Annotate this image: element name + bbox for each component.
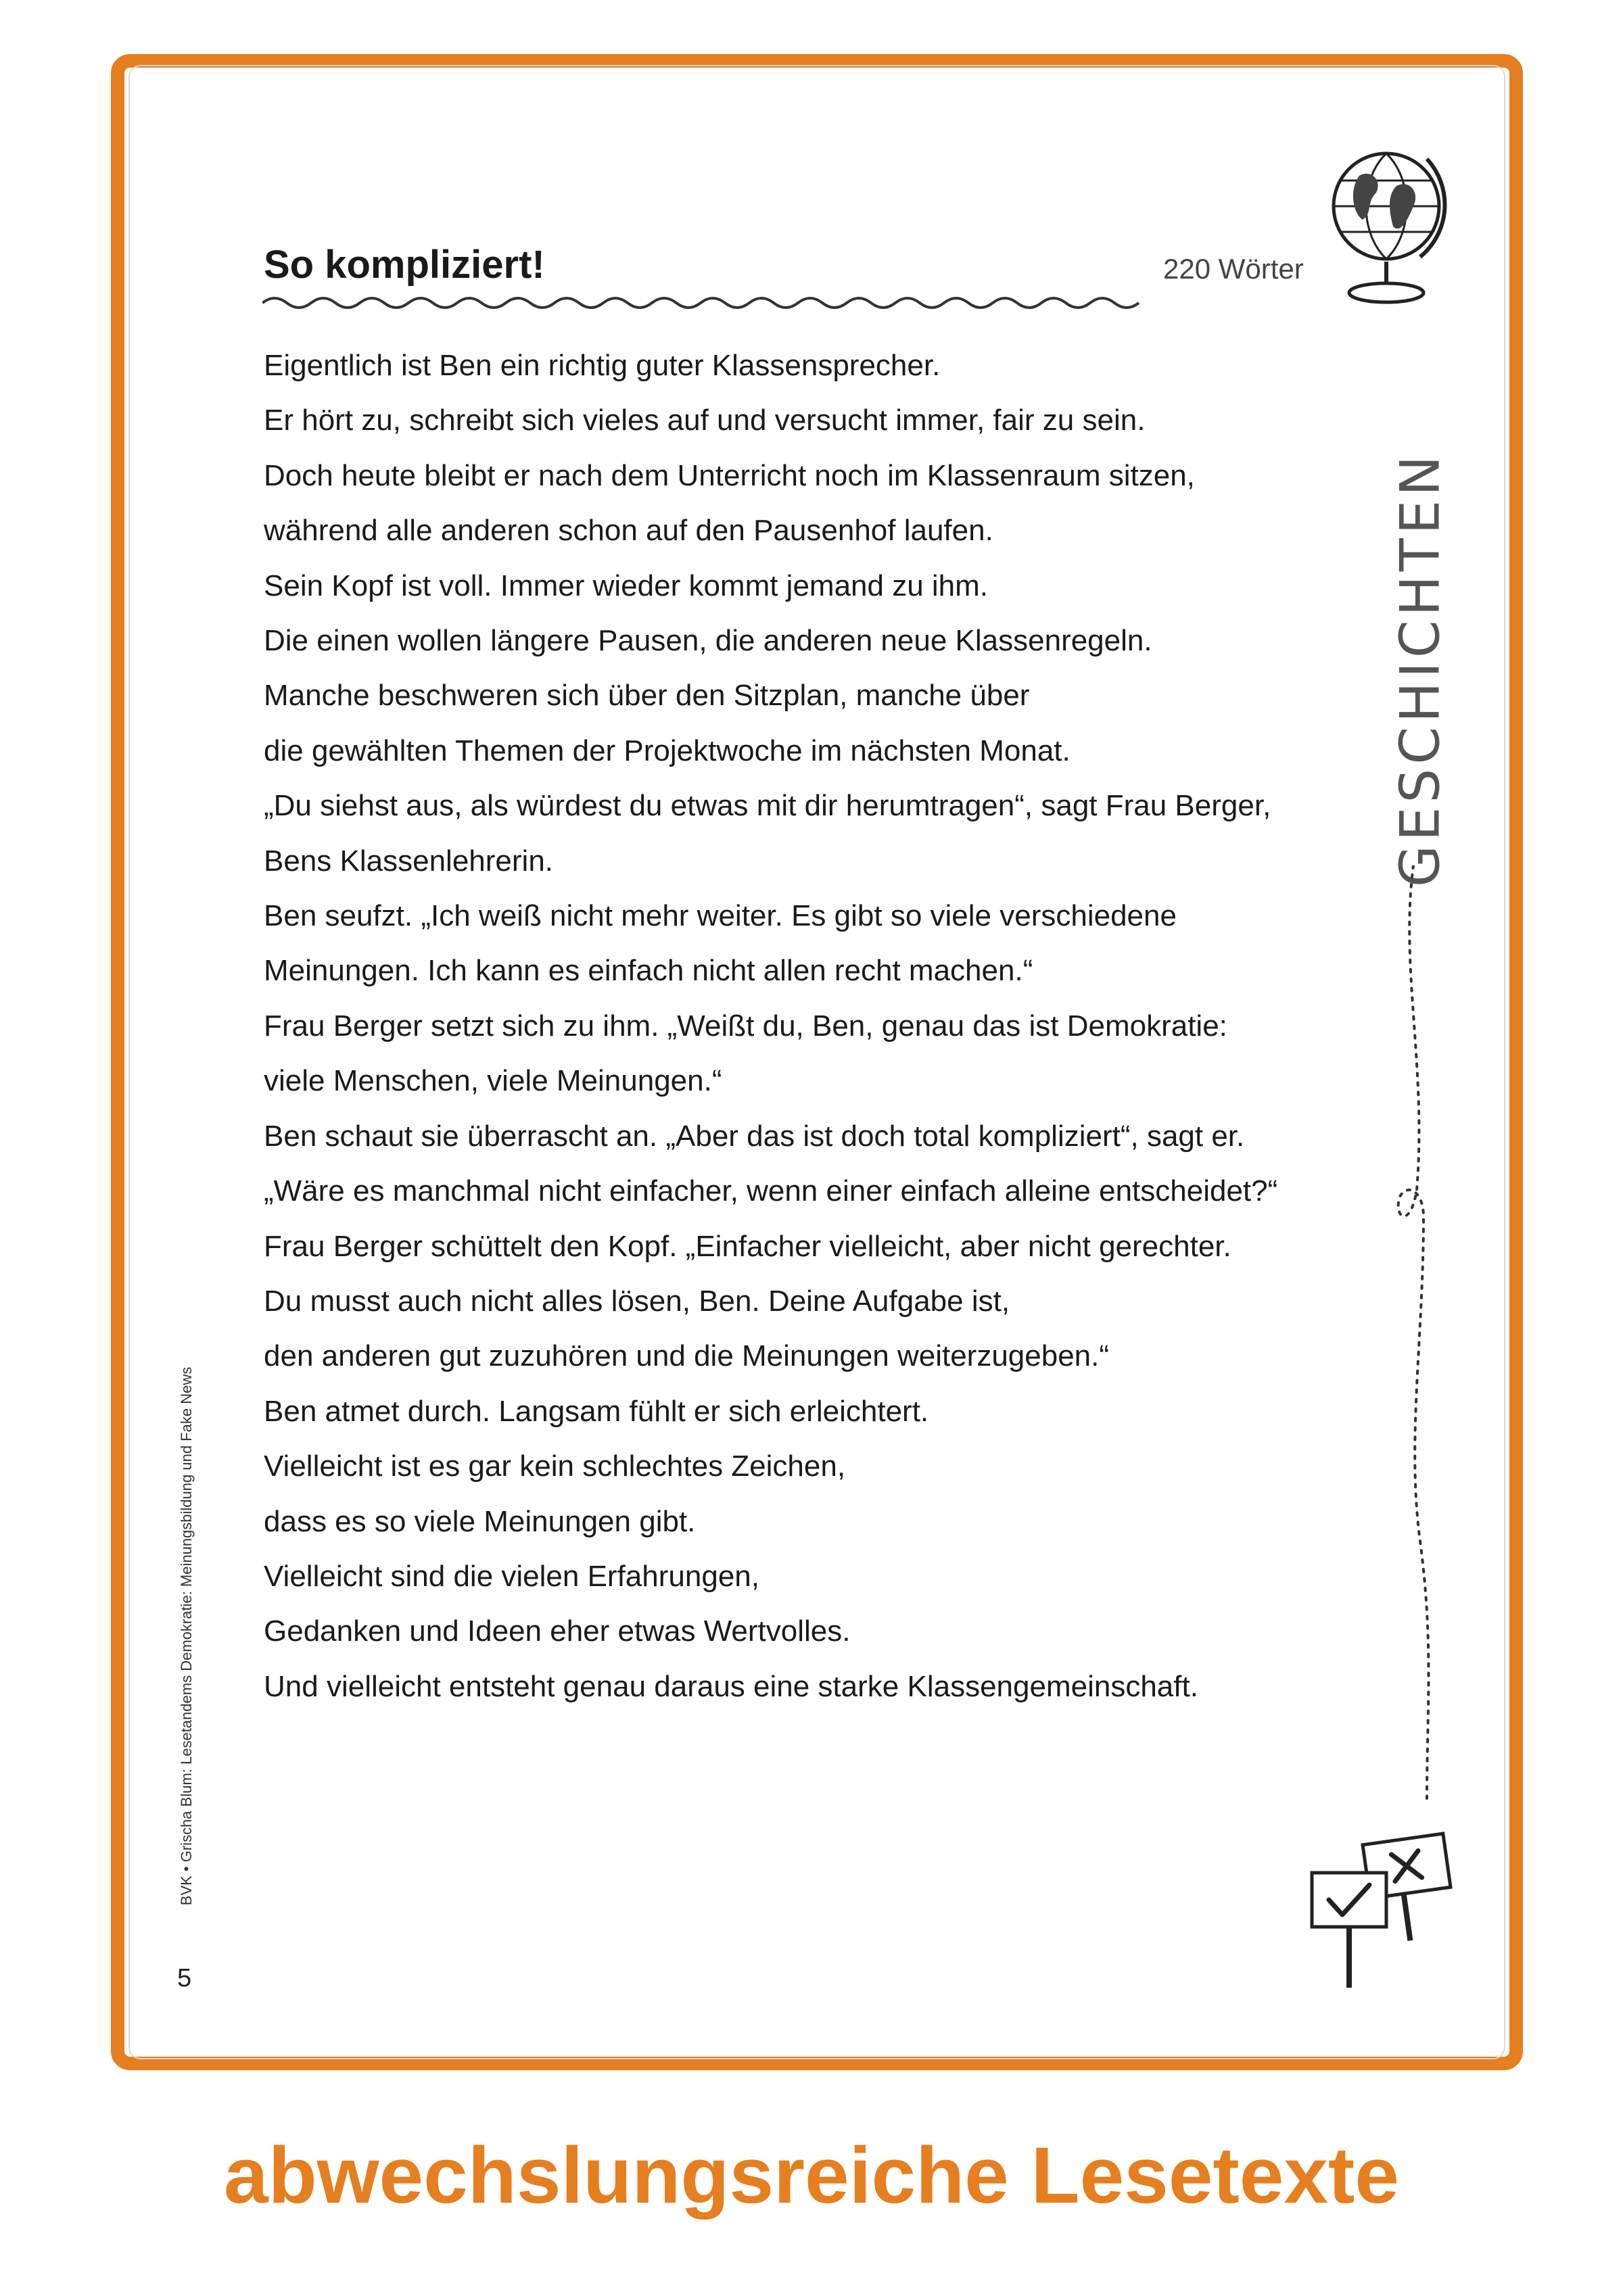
story-line: Meinungen. Ich kann es einfach nicht allen recht machen.“ (264, 954, 1033, 988)
story-line: Bens Klassenlehrerin. (264, 844, 554, 878)
story-line: Die einen wollen längere Pausen, die anderen neue Klassenregeln. (264, 624, 1152, 658)
check-and-cross-signs-icon (1298, 1825, 1474, 2001)
dotted-path-icon (1386, 865, 1467, 1839)
story-line: Ben schaut sie überrascht an. „Aber das ist doch total kompliziert“, sagt er. (264, 1119, 1245, 1153)
story-text (264, 338, 1373, 1714)
globe-icon (1319, 139, 1467, 314)
category-label: GESCHICHTEN (1388, 451, 1452, 888)
story-line: Vielleicht ist es gar kein schlechtes Zeichen, (264, 1450, 846, 1483)
story-title: So kompliziert! (264, 243, 545, 287)
word-count: 220 Wörter (1163, 253, 1304, 285)
story-line: „Du siehst aus, als würdest du etwas mit dir herumtragen“, sagt Frau Berger, (264, 789, 1271, 823)
footer-banner: abwechslungsreiche Lesetexte (224, 2131, 1399, 2220)
story-line: während alle anderen schon auf den Pausenhof laufen. (264, 514, 993, 548)
story-line: Sein Kopf ist voll. Immer wieder kommt jemand zu ihm. (264, 569, 989, 602)
story-line: Frau Berger schüttelt den Kopf. „Einfacher vielleicht, aber nicht gerechter. (264, 1229, 1231, 1263)
story-line: Du musst auch nicht alles lösen, Ben. Deine Aufgabe ist, (264, 1284, 1010, 1318)
side-credit: BVK • Grischa Blum: Lesetandems Demokratie: Meinungsbildung und Fake News (178, 1366, 195, 1906)
story-line: Manche beschweren sich über den Sitzplan, manche über (264, 679, 1030, 713)
story-line: dass es so viele Meinungen gibt. (264, 1504, 696, 1538)
story-line: Eigentlich ist Ben ein richtig guter Klassensprecher. (264, 349, 941, 382)
story-line: Doch heute bleibt er nach dem Unterricht noch im Klassenraum sitzen, (264, 458, 1195, 492)
story-line: Gedanken und Ideen eher etwas Wertvolles. (264, 1615, 851, 1648)
story-line: Frau Berger setzt sich zu ihm. „Weißt du, Ben, genau das ist Demokratie: (264, 1009, 1227, 1043)
wavy-underline (262, 289, 1142, 316)
page-number: 5 (177, 1964, 192, 1992)
story-line: Er hört zu, schreibt sich vieles auf und versucht immer, fair zu sein. (264, 404, 1146, 437)
story-line: Und vielleicht entsteht genau daraus eine starke Klassengemeinschaft. (264, 1669, 1198, 1703)
story-line: viele Menschen, viele Meinungen.“ (264, 1064, 722, 1098)
story-line: den anderen gut zuzuhören und die Meinungen weiterzugeben.“ (264, 1339, 1110, 1373)
story-line: Ben seufzt. „Ich weiß nicht mehr weiter. Es gibt so viele verschiedene (264, 899, 1177, 933)
story-line: Vielleicht sind die vielen Erfahrungen, (264, 1559, 759, 1593)
story-line: die gewählten Themen der Projektwoche im nächsten Monat. (264, 734, 1071, 767)
story-line: Ben atmet durch. Langsam fühlt er sich erleichtert. (264, 1394, 929, 1428)
story-line: „Wäre es manchmal nicht einfacher, wenn einer einfach alleine entscheidet?“ (264, 1174, 1278, 1208)
